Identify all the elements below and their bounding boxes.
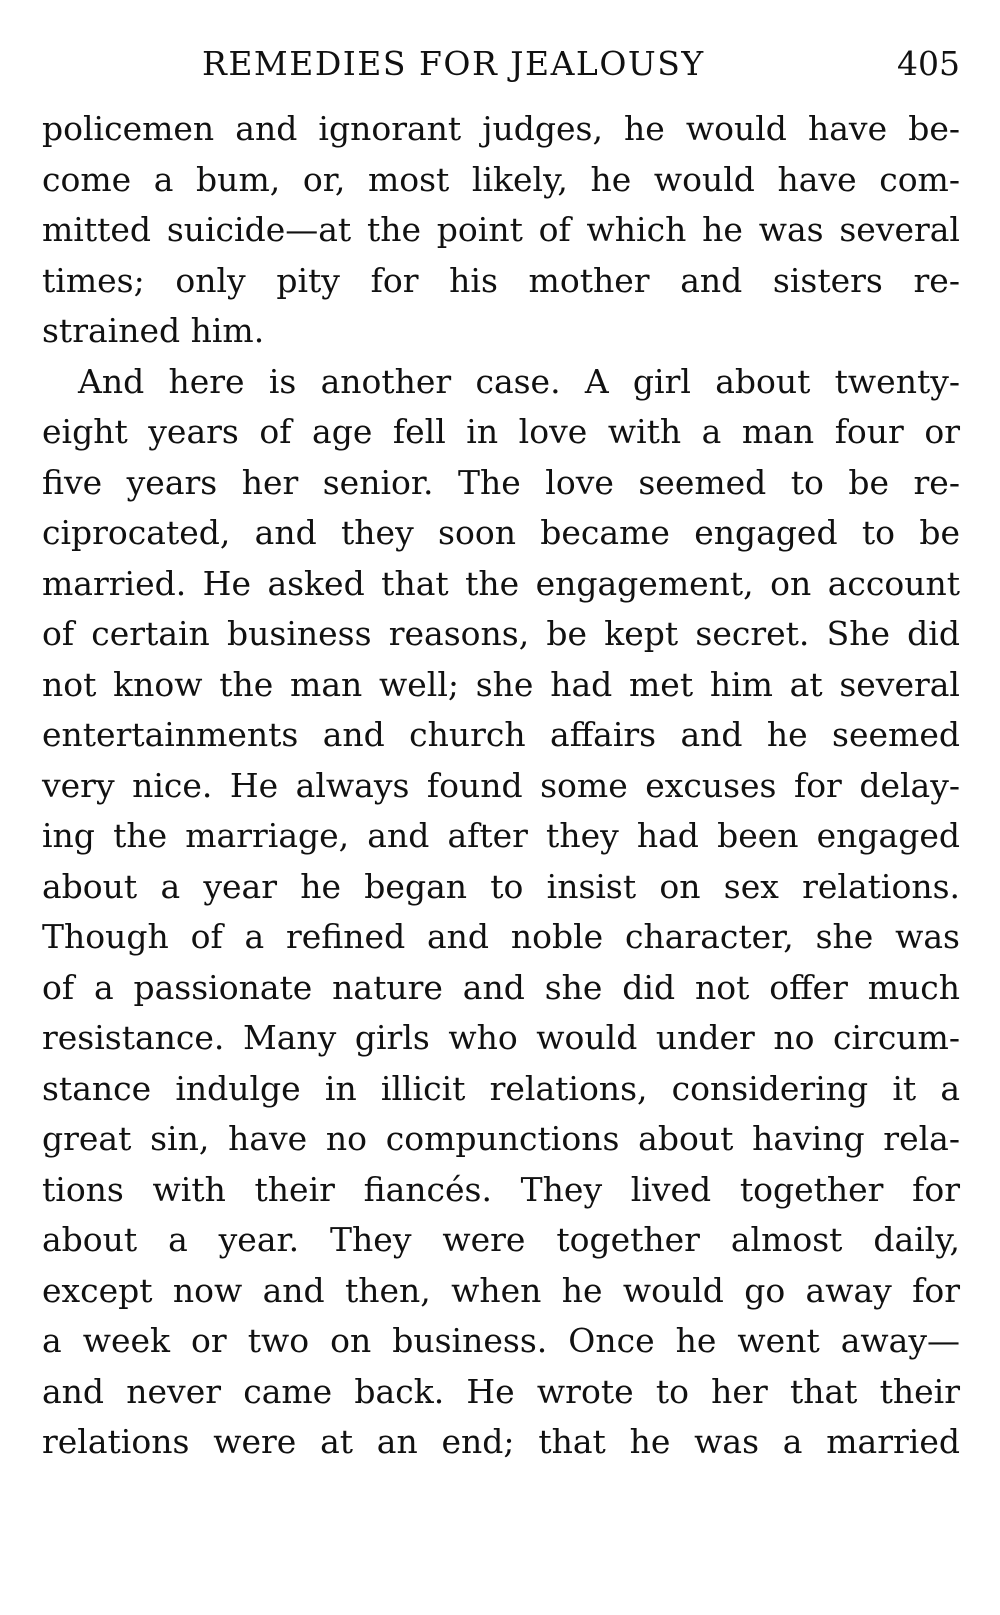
text-line: married. He asked that the engagement, on account (42, 563, 960, 603)
text-line: very nice. He always found some excuses for delay- (42, 765, 960, 805)
paragraph-first-line: And here is another case. A girl about twenty- (78, 361, 960, 401)
text-line: relations were at an end; that he was a married (42, 1422, 960, 1461)
page-number: 405 (897, 44, 960, 83)
text-line: ciprocated, and they soon became engaged to be (42, 513, 960, 552)
text-line: about a year. They were together almost daily, (42, 1220, 960, 1259)
text-line: policemen and ignorant judges, he would have be- (42, 109, 960, 148)
text-line: strained him. (42, 311, 265, 350)
text-line: come a bum, or, most likely, he would have com- (42, 159, 960, 199)
text-line: times; only pity for his mother and sisters re- (42, 260, 960, 300)
text-line: stance indulge in illicit relations, considering it a (42, 1068, 960, 1108)
text-line: resistance. Many girls who would under no circum- (42, 1018, 960, 1057)
text-line: not know the man well; she had met him at several (42, 664, 960, 704)
text-line: tions with their fiancés. They lived together for (42, 1169, 960, 1209)
text-line: and never came back. He wrote to her that their (42, 1371, 960, 1411)
text-line: entertainments and church affairs and he seemed (42, 715, 960, 754)
text-line: ing the marriage, and after they had been engaged (42, 816, 960, 855)
text-line: mitted suicide—at the point of which he was several (42, 210, 960, 249)
text-line: Though of a refined and noble character, she was (42, 917, 960, 956)
body-text (42, 104, 960, 1468)
book-page (42, 36, 960, 1468)
text-line: great sin, have no compunctions about having rela- (42, 1119, 960, 1158)
running-title: REMEDIES FOR JEALOUSY (202, 44, 705, 83)
text-line: a week or two on business. Once he went away— (42, 1321, 960, 1360)
text-line: about a year he began to insist on sex relations. (42, 866, 960, 906)
text-line: five years her senior. The love seemed to be re- (42, 462, 960, 502)
text-line: except now and then, when he would go away for (42, 1270, 960, 1310)
text-line: of a passionate nature and she did not offer much (42, 967, 960, 1007)
running-head (42, 36, 960, 96)
text-line: of certain business reasons, be kept secret. She did (42, 614, 960, 653)
text-line: eight years of age fell in love with a man four or (42, 412, 960, 451)
